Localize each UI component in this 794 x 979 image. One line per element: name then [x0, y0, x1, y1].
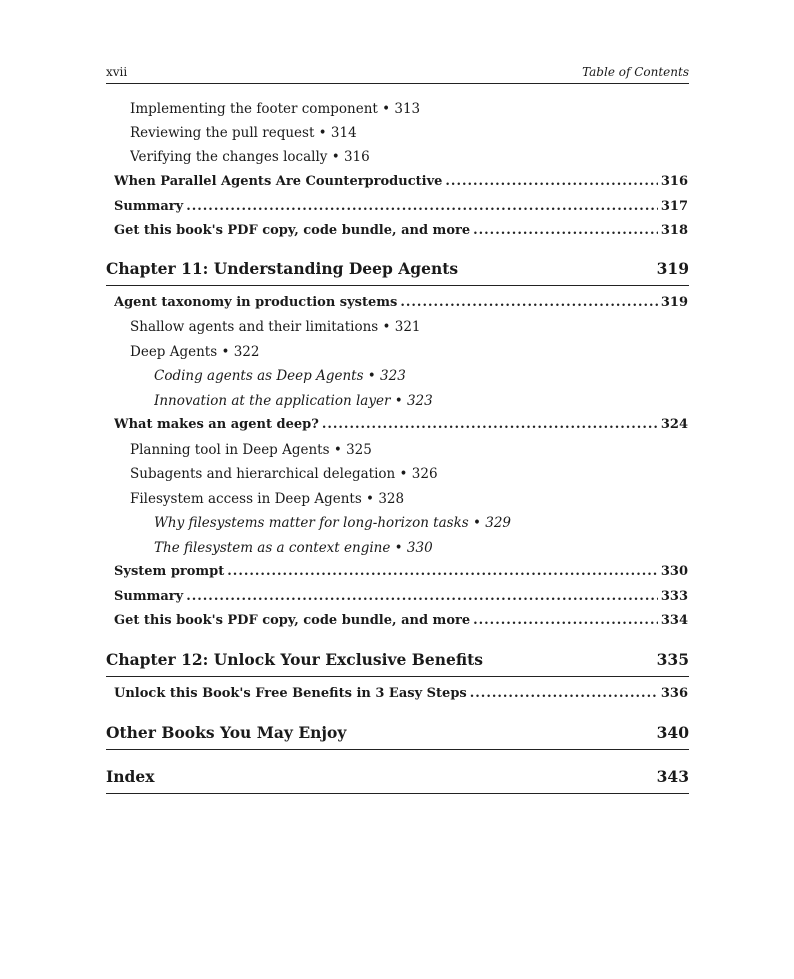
toc-section[interactable]: Agent taxonomy in production systems ..... 319 — [114, 294, 688, 312]
toc-section[interactable]: Summary ..... 317 — [114, 198, 688, 216]
toc-entry[interactable]: Filesystem access in Deep Agents • 328 — [130, 491, 405, 507]
toc-subentry[interactable]: The filesystem as a context engine • 330 — [154, 540, 433, 556]
toc-section[interactable]: System prompt ..... 330 — [114, 563, 688, 581]
toc-chapter[interactable]: Chapter 12: Unlock Your Exclusive Benefits 335 — [106, 650, 689, 677]
toc-subentry[interactable]: Coding agents as Deep Agents • 323 — [154, 368, 406, 384]
toc-section[interactable]: Get this book's PDF copy, code bundle, and more ..... 318 — [114, 222, 688, 240]
toc-entry[interactable]: Reviewing the pull request • 314 — [130, 125, 357, 141]
toc-subentry[interactable]: Innovation at the application layer • 323 — [154, 393, 433, 409]
toc-chapter[interactable]: Index 343 — [106, 767, 689, 794]
toc-section[interactable]: Unlock this Book's Free Benefits in 3 Easy Steps ..... 336 — [114, 685, 688, 703]
toc-entry[interactable]: Subagents and hierarchical delegation • 326 — [130, 466, 438, 482]
toc-entry[interactable]: Implementing the footer component • 313 — [130, 101, 421, 117]
toc-entry[interactable]: Shallow agents and their limitations • 321 — [130, 319, 421, 335]
page-number: xvii — [106, 65, 128, 79]
toc-entry[interactable]: Verifying the changes locally • 316 — [130, 149, 370, 165]
toc-subentry[interactable]: Why filesystems matter for long-horizon tasks • 329 — [154, 515, 512, 531]
toc-section[interactable]: Get this book's PDF copy, code bundle, and more ..... 334 — [114, 612, 688, 630]
toc-section[interactable]: Summary ..... 333 — [114, 588, 688, 606]
running-title: Table of Contents — [582, 65, 689, 79]
toc-section[interactable]: What makes an agent deep? ..... 324 — [114, 416, 688, 434]
toc-entry[interactable]: Planning tool in Deep Agents • 325 — [130, 442, 372, 458]
toc-section[interactable]: When Parallel Agents Are Counterproductive ..... 316 — [114, 173, 688, 191]
toc-chapter[interactable]: Other Books You May Enjoy 340 — [106, 723, 689, 750]
toc-chapter[interactable]: Chapter 11: Understanding Deep Agents 319 — [106, 259, 689, 286]
toc-entry[interactable]: Deep Agents • 322 — [130, 344, 260, 360]
